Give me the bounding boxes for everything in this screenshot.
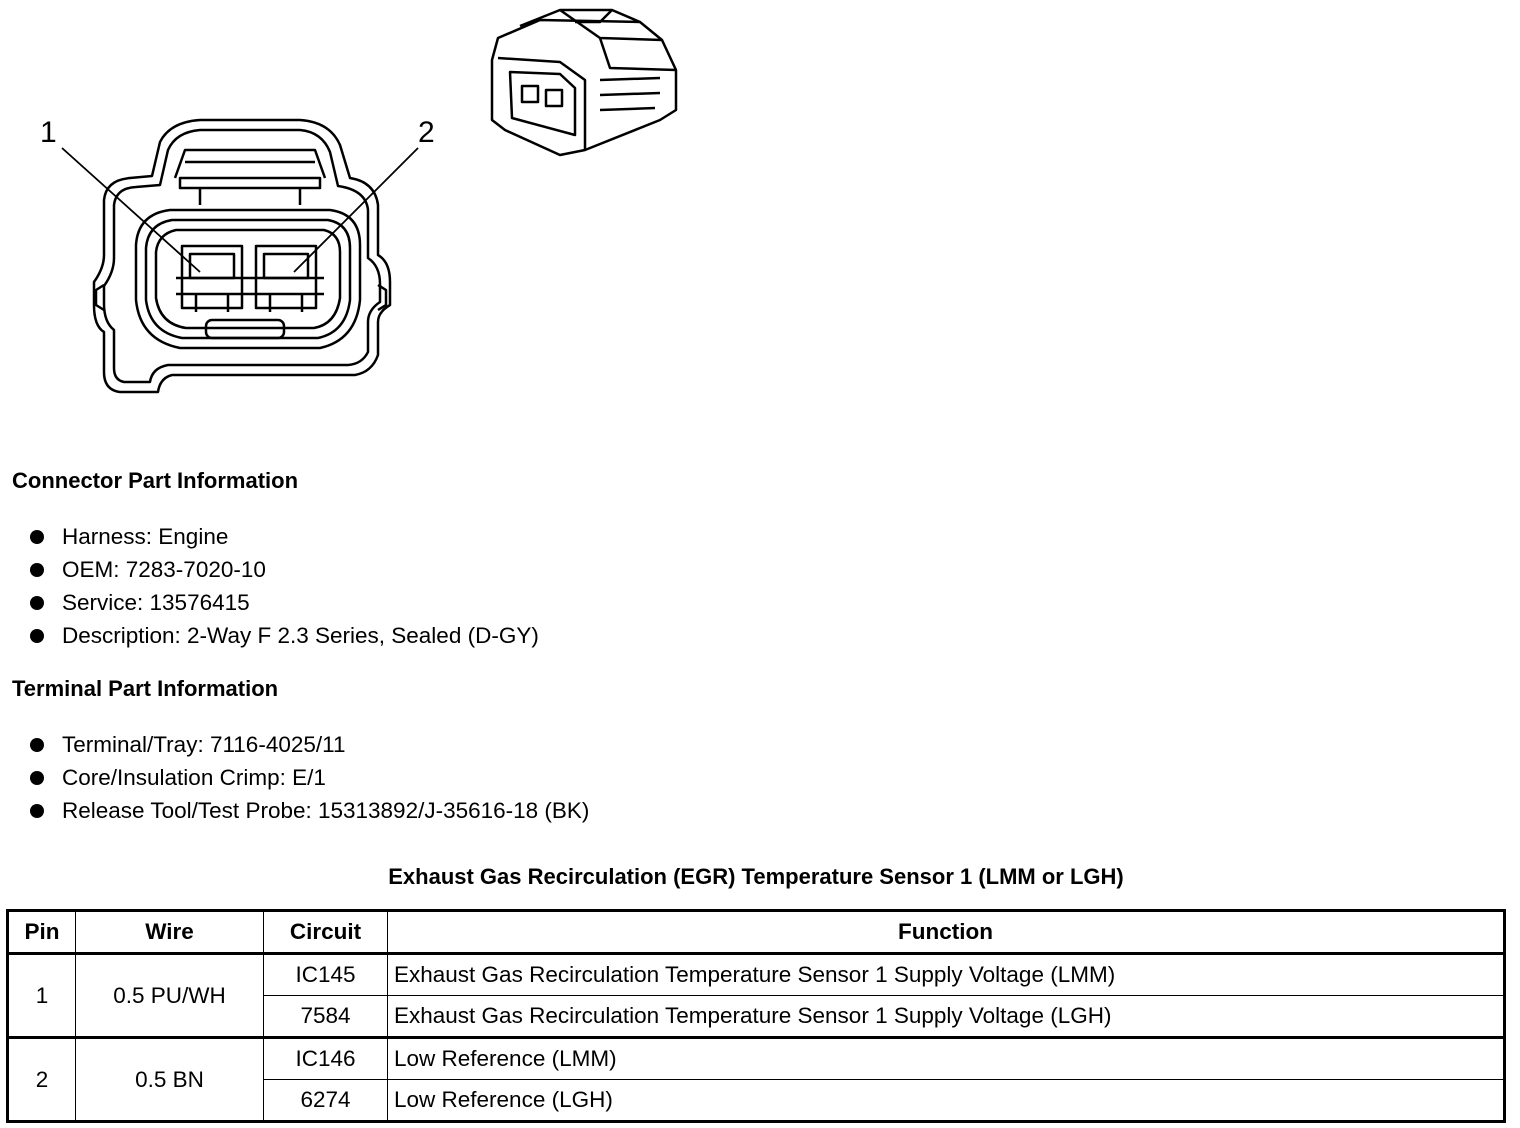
wire-cell: 0.5 BN	[76, 1038, 264, 1122]
pinout-table-title: Exhaust Gas Recirculation (EGR) Temperature Sensor 1 (LMM or LGH)	[388, 864, 1124, 889]
table-header-row	[8, 911, 1505, 954]
function-cell: Low Reference (LGH)	[388, 1080, 1505, 1122]
function-cell: Exhaust Gas Recirculation Temperature Sensor 1 Supply Voltage (LMM)	[388, 954, 1505, 996]
bullet-icon	[30, 771, 44, 785]
bullet-icon	[30, 596, 44, 610]
column-header-pin: Pin	[8, 911, 76, 954]
list-item: Release Tool/Test Probe: 15313892/J-35616-18 (BK)	[30, 794, 589, 827]
connector-face-illustration	[0, 0, 700, 430]
connector-part-list	[30, 520, 539, 652]
connector-diagram	[0, 0, 700, 430]
table-row	[8, 954, 1505, 996]
terminal-part-list	[30, 728, 589, 827]
bullet-icon	[30, 738, 44, 752]
bullet-icon	[30, 563, 44, 577]
column-header-circuit: Circuit	[264, 911, 388, 954]
bullet-icon	[30, 530, 44, 544]
pin-2-label: 2	[418, 116, 435, 149]
bullet-icon	[30, 804, 44, 818]
pin-cell: 2	[8, 1038, 76, 1122]
circuit-cell: IC145	[264, 954, 388, 996]
pinout-table	[6, 909, 1506, 1123]
circuit-cell: 7584	[264, 996, 388, 1038]
function-cell: Exhaust Gas Recirculation Temperature Sensor 1 Supply Voltage (LGH)	[388, 996, 1505, 1038]
table-row	[8, 1038, 1505, 1080]
function-cell: Low Reference (LMM)	[388, 1038, 1505, 1080]
list-item: Description: 2-Way F 2.3 Series, Sealed (D-GY)	[30, 619, 539, 652]
terminal-part-information-heading: Terminal Part Information	[12, 676, 279, 701]
list-item: OEM: 7283-7020-10	[30, 553, 539, 586]
pin-1-label: 1	[40, 116, 57, 149]
pin-cell: 1	[8, 954, 76, 1038]
bullet-icon	[30, 629, 44, 643]
wire-cell: 0.5 PU/WH	[76, 954, 264, 1038]
list-item: Service: 13576415	[30, 586, 539, 619]
list-item: Harness: Engine	[30, 520, 539, 553]
column-header-function: Function	[388, 911, 1505, 954]
connector-part-information-heading: Connector Part Information	[12, 468, 299, 493]
column-header-wire: Wire	[76, 911, 264, 954]
list-item: Core/Insulation Crimp: E/1	[30, 761, 589, 794]
list-item: Terminal/Tray: 7116-4025/11	[30, 728, 589, 761]
circuit-cell: 6274	[264, 1080, 388, 1122]
circuit-cell: IC146	[264, 1038, 388, 1080]
